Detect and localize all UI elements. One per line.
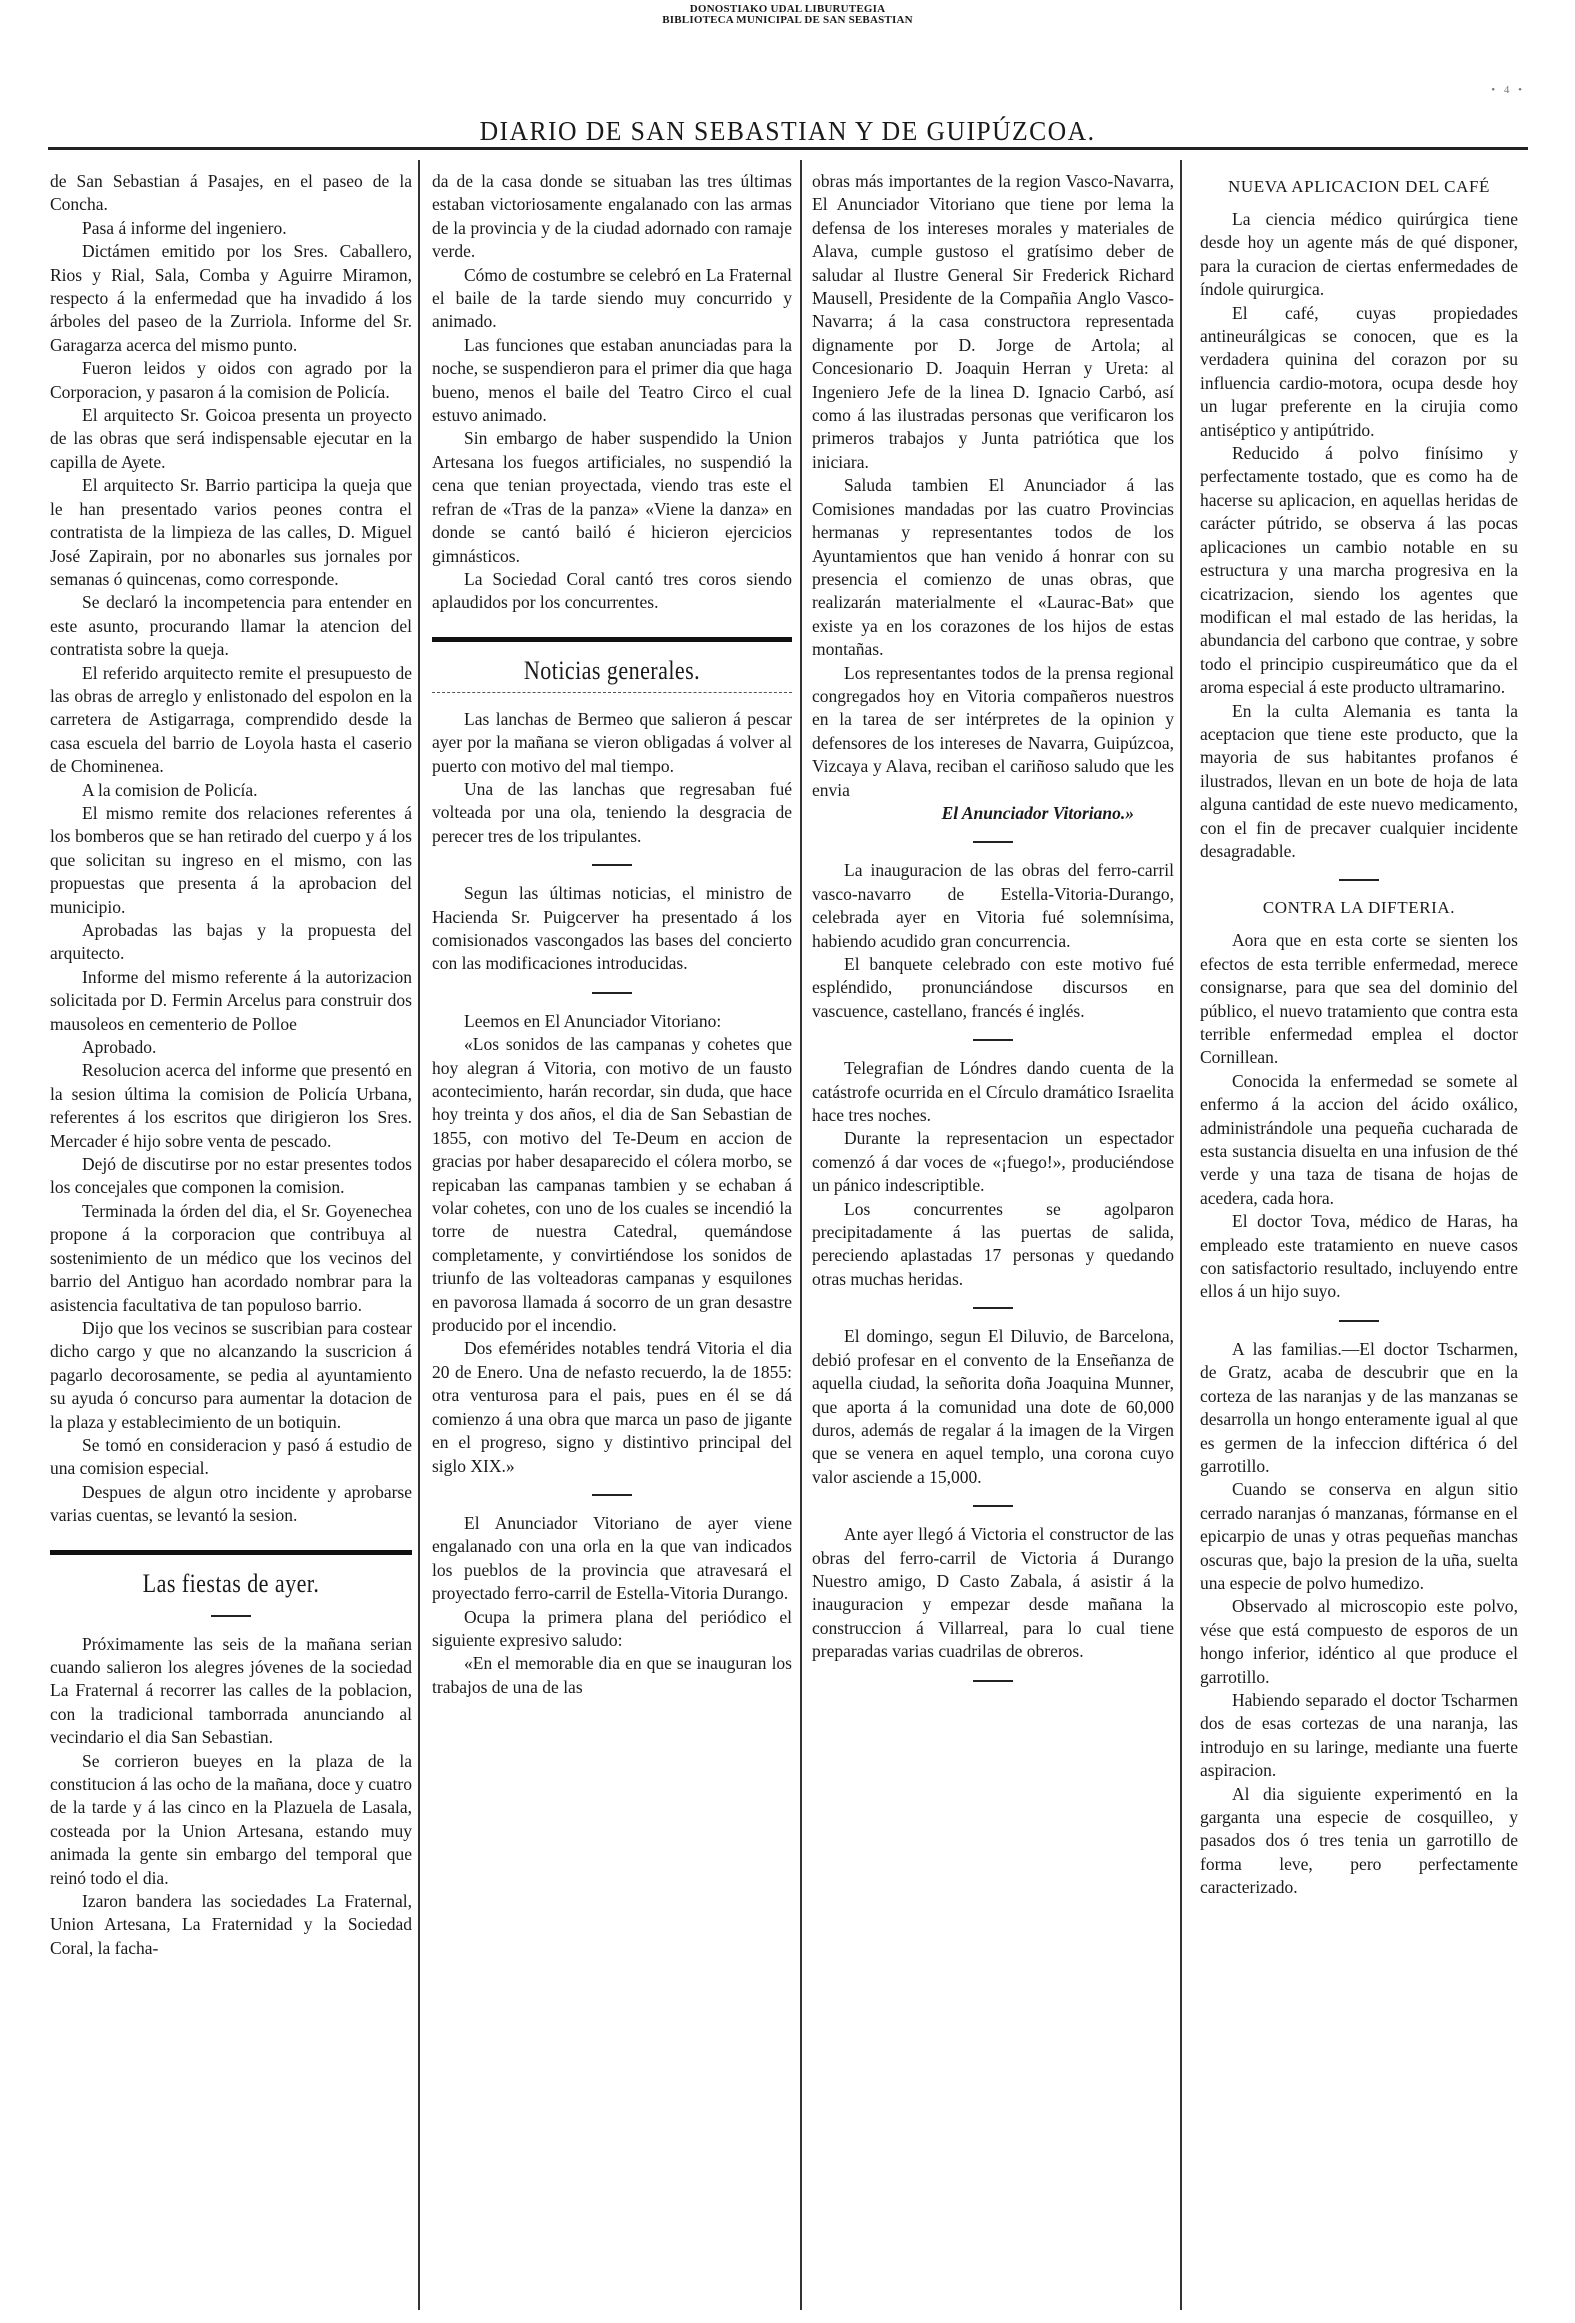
section-title: Las fiestas de ayer. bbox=[142, 1568, 320, 1598]
separator-dash bbox=[973, 1505, 1013, 1507]
column-2 bbox=[432, 170, 792, 2310]
separator-dash bbox=[211, 1615, 251, 1617]
article-paragraph: de San Sebastian á Pasajes, en el paseo de la Concha. bbox=[50, 171, 412, 215]
section-rule-thin bbox=[432, 692, 792, 694]
article-paragraph: En la culta Alemania es tanta la aceptacion que tiene este producto, que la mayoria de sus habitantes profanos é ilustrados, llevan en un bote de hoja de lata alguna cantidad de este nuevo medicamento, con el fin de precaver cualquier incidente desagradable. bbox=[1200, 700, 1518, 861]
article-paragraph: Aora que en esta corte se sienten los efectos de esta terrible enfermedad, merece consignarse, para que sea del dominio del público, el nuevo tratamiento que contra esta terrible enfermedad emplea el doctor Cornillean. bbox=[1200, 930, 1518, 1068]
separator-dash bbox=[1339, 879, 1379, 881]
news-item: Leemos en El Anunciador Vitoriano: bbox=[464, 1010, 722, 1031]
article-paragraph: obras más importantes de la region Vasco-Navarra, El Anunciador Vitoriano que tiene por lema la defensa de los intereses morales y materiales de Alava, cumple gustoso el gratísimo deber de saludar al Ilustre General Sir Frederick Richard Mausell, Presidente de la Compañia Anglo Vasco-Navarra; á la casa constructora representada dignamente por D. Jorge de Artola; al Concesionario D. Joaquin Herran y Ureta: al Ingeniero Jefe de la linea D. Ignacio Carbó, así como á las ilustradas personas que verificaron los primeros trabajos y Junta patriótica que los iniciara. bbox=[812, 171, 1174, 472]
news-item: El domingo, segun El Diluvio, de Barcelona, debió profesar en el convento de la Enseñanza de aquella ciudad, la señorita doña Joaquina Munner, que aporta á la comunidad una dote de 60,000 duros, además de regalar á la imagen de la Virgen que se venera en aquel templo, una corona cuyo valor asciende a 15,000. bbox=[812, 1326, 1174, 1487]
signature-text: El Anunciador Vitoriano.» bbox=[941, 802, 1134, 823]
news-item: Una de las lanchas que regresaban fué volteada por una ola, teniendo la desgracia de perecer tres de los tripulantes. bbox=[432, 778, 792, 846]
article-paragraph: La Sociedad Coral cantó tres coros siendo aplaudidos por los concurrentes. bbox=[432, 568, 792, 613]
article-paragraph: A las familias.—El doctor Tscharmen, de Gratz, acaba de descubrir que en la corteza de las naranjas y de las manzanas se desarrolla un hongo enteramente igual al que es germen de la infeccion diftérica ó del garrotillo. bbox=[1200, 1338, 1518, 1476]
separator-dash bbox=[1339, 1320, 1379, 1322]
article-paragraph: El referido arquitecto remite el presupuesto de las obras de arreglo y enlistonado del espolon en la carretera de Astigarraga, comprendido desde la casa escuela del barrio de Loyola hasta el caserio de Chominenea. bbox=[50, 662, 412, 777]
news-item: Dos efemérides notables tendrá Vitoria el dia 20 de Enero. Una de nefasto recuerdo, la de 1855: otra venturosa para el pais, pues en él se dá comienzo á una obra que marca un paso de jigante en el progreso, signo y distintivo principal del siglo XIX.» bbox=[432, 1338, 792, 1476]
article-paragraph: Izaron bandera las sociedades La Fraternal, Union Artesana, La Fraternidad y la Sociedad Coral, la facha- bbox=[50, 1891, 412, 1958]
section-rule bbox=[50, 1550, 412, 1555]
article-paragraph: Aprobado. bbox=[82, 1037, 157, 1058]
article-paragraph: El arquitecto Sr. Barrio participa la queja que le han presentado varios peones contra el contratista de la limpieza de las calles, D. Miguel José Zapirain, por no abonarles sus jornales por semanas ó quincenas, como corresponde. bbox=[50, 475, 412, 589]
news-item: Ante ayer llegó á Victoria el constructor de las obras del ferro-carril de Victoria á Durango Nuestro amigo, D Casto Zabala, á asistir á la inauguracion y empezar desde mañana la construccion á Villarreal, para lo cual tiene preparadas varias cuadrilas de obreros. bbox=[812, 1524, 1174, 1662]
article-paragraph: El café, cuyas propiedades antineurálgicas se conocen, que es la verdadera quinina del corazon por su influencia cardio-motora, ocupa desde hoy un lugar preferente en la cirujia como antiséptico y antipútrido. bbox=[1200, 302, 1518, 440]
news-item: «Los sonidos de las campanas y cohetes que hoy alegran á Vitoria, con motivo de un fausto acontecimiento, harán recordar, sin duda, que hace hoy treinta y dos años, el dia de San Sebastian de 1855, con motivo del Te-Deum en accion de gracias por haber desaparecido el cólera morbo, se repicaban las campanas tambien y se echaban á volar cohetes, con uno de los cuales se incendió la torre de nuestra Catedral, quemándose completamente, y convirtiéndose los sonidos de triunfo de las volteadoras campanas y esquilones en pavorosa llamada á socorro de un gran desastre producido por el incendio. bbox=[432, 1034, 792, 1336]
article-paragraph: Sin embargo de haber suspendido la Union Artesana los fuegos artificiales, no suspendió la cena que tenian proyectada, viendo tras este el refran de «Tras de la panza» «Viene la danza» en donde se cantó bailó é hicieron ejercicios gimnásticos. bbox=[432, 428, 792, 566]
article-paragraph: Resolucion acerca del informe que presentó en la sesion última la comision de Policía Urbana, referentes á los escritos que dirigieron los Sres. Mercader é hijo sobre venta de pescado. bbox=[50, 1060, 412, 1151]
column-3 bbox=[812, 170, 1174, 2310]
page-number: • 4 • bbox=[1491, 84, 1525, 96]
article-paragraph: Conocida la enfermedad se somete al enfermo á la accion del ácido oxálico, administrándole una pequeña cucharada de esta sustancia disuelta en una infusion de thé verde y una taza de tisana de hojas de acedera, cada hora. bbox=[1200, 1070, 1518, 1208]
article-paragraph: Dejó de discutirse por no estar presentes todos los concejales que componen la comision. bbox=[50, 1154, 412, 1198]
article-paragraph: Cuando se conserva en algun sitio cerrado naranjas ó manzanas, fórmanse en el epicarpio de unas y otras pequeñas manchas oscuras que, bajo la presion de la uña, suelta una especie de polvo humedizo. bbox=[1200, 1479, 1518, 1593]
article-paragraph: Se declaró la incompetencia para entender en este asunto, procurando llamar la atencion del contratista sobre la queja. bbox=[50, 592, 412, 660]
column-1 bbox=[50, 170, 412, 2310]
article-paragraph: Saluda tambien El Anunciador á las Comisiones mandadas por las cuatro Provincias hermanas y representantes todos de los Ayuntamientos que han venido á honrar con su presencia el comienzo de unas obras, que realizarán materialmente el «Laurac-Bat» que existe ya en los corazones de los hijos de estas montañas. bbox=[812, 475, 1174, 660]
library-stamp bbox=[0, 4, 1575, 26]
section-title: Noticias generales. bbox=[523, 655, 701, 685]
article-paragraph: Al dia siguiente experimentó en la garganta una especie de cosquilleo, y pasados dos ó tres tenia un garrotillo de forma leve, pero perfectamente caracterizado. bbox=[1200, 1783, 1518, 1898]
news-item: Telegrafian de Lóndres dando cuenta de la catástrofe ocurrida en el Círculo dramático Israelita hace tres noches. bbox=[812, 1058, 1174, 1126]
news-item: El Anunciador Vitoriano de ayer viene engalanado con una orla en la que van indicados los pueblos de la provincia que atravesará el proyectado ferro-carril de Estella-Vitoria Durango. bbox=[432, 1512, 792, 1604]
quote-signature bbox=[812, 802, 1174, 825]
separator-dash bbox=[973, 841, 1013, 843]
article-paragraph: El arquitecto Sr. Goicoa presenta un proyecto de las obras que será indispensable ejecutar en la capilla de Ayete. bbox=[50, 405, 412, 472]
article-paragraph: El mismo remite dos relaciones referentes á los bomberos que se han retirado del cuerpo y á los que solicitan su ingreso en el mismo, con las propuestas que presenta á la aprobacion del municipio. bbox=[50, 802, 412, 917]
article-paragraph: Los representantes todos de la prensa regional congregados hoy en Vitoria compañeros nuestros en la tarea de ser intérpretes de la opinion y defensores de los intereses de Navarra, Guipúzcoa, Vizcaya y Alava, reciban el cariñoso saludo que les envia bbox=[812, 662, 1174, 800]
separator-dash bbox=[973, 1039, 1013, 1041]
separator-dash bbox=[592, 864, 632, 866]
news-item: «En el memorable dia en que se inauguran los trabajos de una de las bbox=[432, 1653, 792, 1697]
article-title-difteria: CONTRA LA DIFTERIA. bbox=[1262, 898, 1456, 918]
article-paragraph: Reducido á polvo finísimo y perfectamente tostado, que es como ha de hacerse su aplicacion, en aquellas heridas de carácter pútrido, se observa á las pocas aplicaciones un cambio notable en su estructura y una marcha progresiva en la cicatrizacion, siendo los agentes que modifican el mal estado de las heridas, la abundancia del carbono que contrae, y sobre todo el principio cuspireumático que da el aroma especial á este producto ultramarino. bbox=[1200, 443, 1518, 698]
article-paragraph: El doctor Tova, médico de Haras, ha empleado este tratamiento en nueve casos con satisfactorio resultado, incluyendo entre ellos á un hijo suyo. bbox=[1200, 1211, 1518, 1302]
article-paragraph: Cómo de costumbre se celebró en La Fraternal el baile de la tarde siendo muy concurrido y animado. bbox=[432, 264, 792, 332]
masthead-rule bbox=[48, 147, 1528, 150]
column-divider bbox=[800, 160, 802, 2310]
article-paragraph: Se tomó en consideracion y pasó á estudio de una comision especial. bbox=[50, 1434, 412, 1479]
article-paragraph: A la comision de Policía. bbox=[82, 779, 258, 800]
news-item: Las lanchas de Bermeo que salieron á pescar ayer por la mañana se vieron obligadas á volver al puerto con motivo del mal tiempo. bbox=[432, 708, 792, 776]
separator-dash bbox=[973, 1680, 1013, 1682]
article-paragraph: Las funciones que estaban anunciadas para la noche, se suspendieron para el primer dia que haga bueno, menos el baile del Teatro Circo el cual estuvo animado. bbox=[432, 334, 792, 426]
article-paragraph: Se corrieron bueyes en la plaza de la constitucion á las ocho de la mañana, doce y cuatro de la tarde y á las cinco en la Plazuela de Lasala, costeada por la Union Artesana, estando muy animada la gente sin embargo del temporal que reinó todo el dia. bbox=[50, 1750, 412, 1888]
news-item: La inauguracion de las obras del ferro-carril vasco-navarro de Estella-Vitoria-Durango, celebrada ayer en Vitoria fué solemnísima, habiendo acudido gran concurrencia. bbox=[812, 860, 1174, 951]
article-paragraph: Aprobadas las bajas y la propuesta del arquitecto. bbox=[50, 920, 412, 964]
news-item: El banquete celebrado con este motivo fué espléndido, pronunciándose discursos en vascuence, castellano, francés é inglés. bbox=[812, 954, 1174, 1021]
separator-dash bbox=[973, 1307, 1013, 1309]
newspaper-masthead: DIARIO DE SAN SEBASTIAN Y DE GUIPÚZCOA. bbox=[479, 116, 1096, 146]
article-paragraph: da de la casa donde se situaban las tres últimas estaban victoriosamente engalanado con las armas de la provincia y de la ciudad adornado con ramaje verde. bbox=[432, 171, 792, 262]
column-4 bbox=[1200, 170, 1518, 2310]
separator-dash bbox=[592, 1494, 632, 1496]
library-stamp-line1: DONOSTIAKO UDAL LIBURUTEGIA bbox=[689, 3, 886, 15]
news-item: Segun las últimas noticias, el ministro de Hacienda Sr. Puigcerver ha presentado á los comisionados vascongados las bases del concierto con las modificaciones introducidas. bbox=[432, 883, 792, 974]
article-paragraph: Dijo que los vecinos se suscribian para costear dicho cargo y que no alcanzando la suscricion á pagarlo decorosamente, se pedia al ayuntamiento su ayuda ó concurso para aumentar la dotacion de la plaza y establecimiento de un botiquin. bbox=[50, 1317, 412, 1432]
article-paragraph: Pasa á informe del ingeniero. bbox=[82, 217, 287, 238]
article-paragraph: Habiendo separado el doctor Tscharmen dos de esas cortezas de una naranja, las introdujo en su laringe, mediante una fuerte aspiracion. bbox=[1200, 1689, 1518, 1781]
news-item: Los concurrentes se agolparon precipitadamente á las puertas de salida, pereciendo aplastadas 17 personas y quedando otras muchas heridas. bbox=[812, 1198, 1174, 1289]
article-paragraph: Informe del mismo referente á la autorizacion solicitada por D. Fermin Arcelus para construir dos mausoleos en cementerio de Polloe bbox=[50, 966, 412, 1034]
article-paragraph: Despues de algun otro incidente y aprobarse varias cuentas, se levantó la sesion. bbox=[50, 1481, 412, 1526]
article-title-cafe: NUEVA APLICACION DEL CAFÉ bbox=[1228, 177, 1490, 196]
column-divider bbox=[418, 160, 420, 2310]
article-paragraph: Próximamente las seis de la mañana serian cuando salieron los alegres jóvenes de la sociedad La Fraternal á recorrer las calles de la poblacion, con la tradicional tamborrada anunciando al vecindario el dia San Sebastian. bbox=[50, 1633, 412, 1748]
article-paragraph: Observado al microscopio este polvo, vése que está compuesto de esporos de un hongo inferior, idéntico al que produce el garrotillo. bbox=[1200, 1596, 1518, 1687]
article-paragraph: Dictámen emitido por los Sres. Caballero, Rios y Rial, Sala, Comba y Aguirre Miramon, respecto á la enfermedad que ha invadido á los árboles del paseo de la Zurriola. Informe del Sr. Garagarza acerca del mismo punto. bbox=[50, 241, 412, 355]
library-stamp-line2: BIBLIOTECA MUNICIPAL DE SAN SEBASTIAN bbox=[662, 14, 913, 26]
article-paragraph: Fueron leidos y oidos con agrado por la Corporacion, y pasaron á la comision de Policía. bbox=[50, 358, 412, 402]
news-item: Durante la representacion un espectador comenzó á dar voces de «¡fuego!», produciéndose un pánico indescriptible. bbox=[812, 1128, 1174, 1196]
news-item: Ocupa la primera plana del periódico el siguiente expresivo saludo: bbox=[432, 1606, 792, 1650]
article-paragraph: Terminada la órden del dia, el Sr. Goyenechea propone á la corporacion que contribuya al sostenimiento de un médico que los vecinos del barrio del Antiguo han acordado nombrar para la asistencia facultativa de tan populoso barrio. bbox=[50, 1200, 412, 1315]
section-rule bbox=[432, 637, 792, 642]
article-paragraph: La ciencia médico quirúrgica tiene desde hoy un agente más de qué disponer, para la curacion de ciertas enfermedades de índole quirurgica. bbox=[1200, 209, 1518, 300]
separator-dash bbox=[592, 992, 632, 994]
column-divider bbox=[1180, 160, 1182, 2310]
